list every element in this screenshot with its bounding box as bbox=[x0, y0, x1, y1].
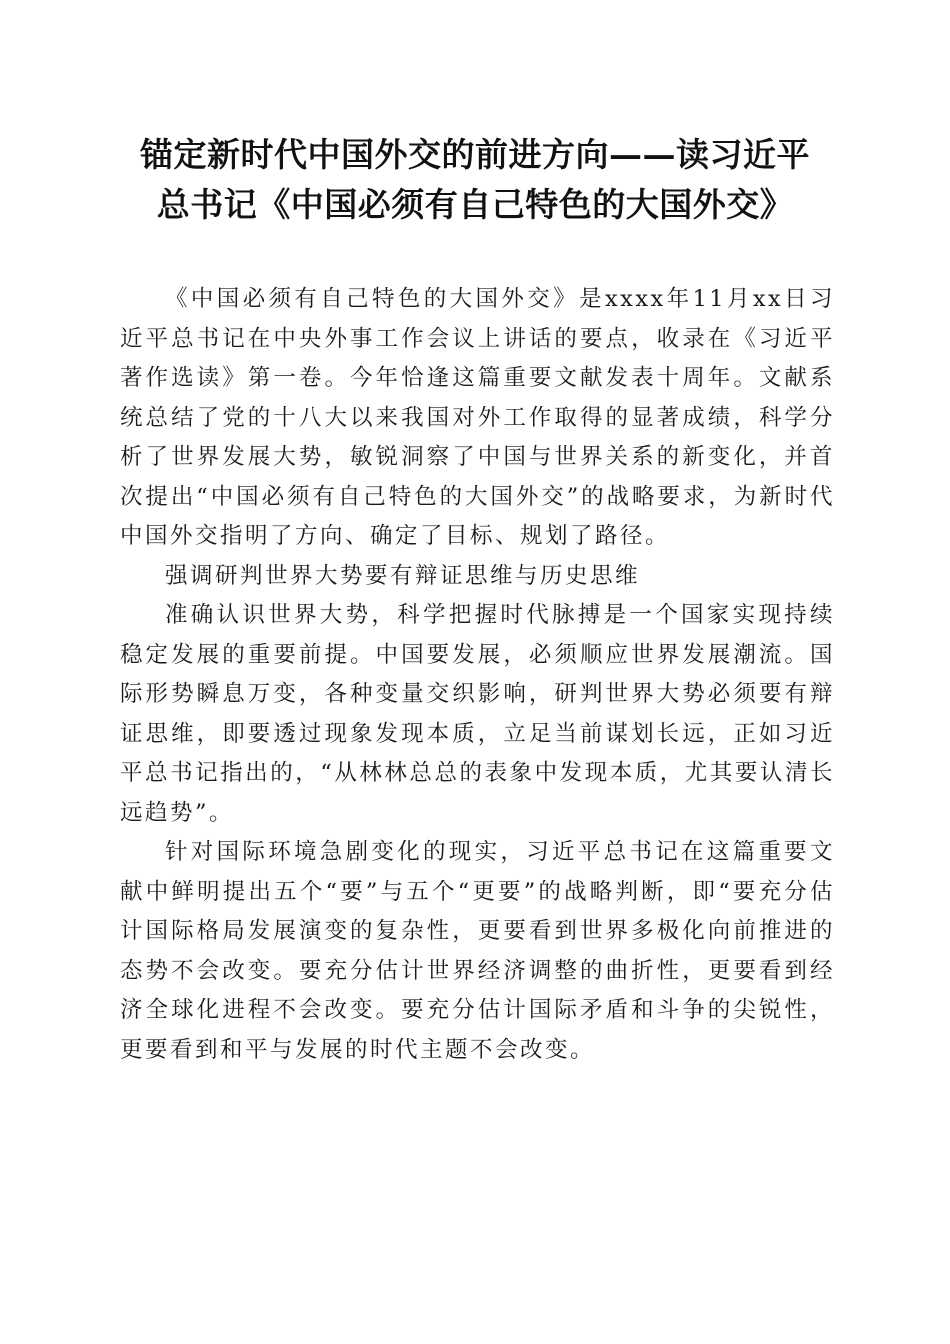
title-line-2: 总书记《中国必须有自己特色的大国外交》 bbox=[156, 185, 794, 224]
paragraph-strategic-judgment: 针对国际环境急剧变化的现实，习近平总书记在这篇重要文献中鲜明提出五个“要”与五个“更要”的战略判断，即“要充分估计国际格局发展演变的复杂性，更要看到世界多极化向前推进的态势不会改变。要充分估计世界经济调整的曲折性，更要看到经济全球化进程不会改变。要充分估计国际矛盾和斗争的尖锐性，更要看到和平与发展的时代主题不会改变。 bbox=[120, 839, 835, 1063]
paragraph-intro: 《中国必须有自己特色的大国外交》是xxxx年11月xx日习近平总书记在中央外事工作会议上讲话的要点，收录在《习近平著作选读》第一卷。今年恰逢这篇重要文献发表十周年。文献系统总结了党的十八大以来我国对外工作取得的显著成绩，科学分析了世界发展大势，敏锐洞察了中国与世界关系的新变化，并首次提出“中国必须有自己特色的大国外交”的战略要求，为新时代中国外交指明了方向、确定了目标、规划了路径。 bbox=[120, 286, 835, 549]
title-line-1: 锚定新时代中国外交的前进方向——读习近平 bbox=[140, 135, 810, 174]
document-title bbox=[100, 130, 850, 230]
document-body bbox=[120, 280, 835, 1070]
paragraph-world-trend: 准确认识世界大势，科学把握时代脉搏是一个国家实现持续稳定发展的重要前提。中国要发展，必须顺应世界发展潮流。国际形势瞬息万变，各种变量交织影响，研判世界大势必须要有辩证思维，即要透过现象发现本质，立足当前谋划长远，正如习近平总书记指出的，“从林林总总的表象中发现本质，尤其要认清长远趋势”。 bbox=[120, 602, 835, 826]
section-heading: 强调研判世界大势要有辩证思维与历史思维 bbox=[165, 562, 641, 589]
